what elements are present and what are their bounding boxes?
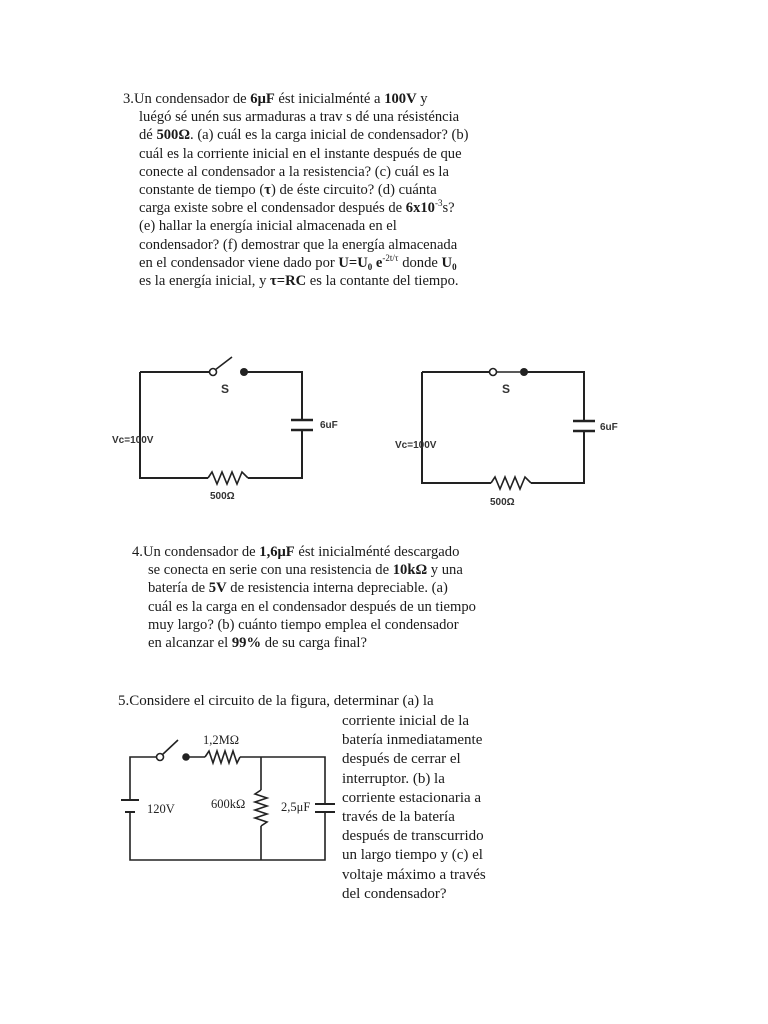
switch-5 [157,740,190,761]
problem-3-line-3: dé 500Ω. (a) cuál es la carga inicial de condensador? (b) [139,127,469,144]
problem-3-line-4: cuál es la corriente inicial en el instante después de que [139,145,462,162]
problem-5-side-text: corriente inicial de la batería inmediatamente después de cerrar el interruptor. (b) la corriente estacionaria a través de la batería después de transcurrido un largo tiempo y (c) el voltaje máximo a través del condensador? [342,713,486,902]
problem-4-line-6: en alcanzar el 99% de su carga final? [148,635,367,652]
problem-3-line-8: (e) hallar la energía inicial almacenada en el [139,218,397,235]
capacitor-label-right: 6uF [600,422,618,433]
resistor-label-right: 500Ω [490,497,515,508]
capacitor-5-label: 2,5μF [281,800,311,814]
capacitor-2-5uF [315,804,335,812]
source-label-left: Vc=100V [112,435,154,446]
capacitor-label-left: 6uF [320,420,338,431]
problem-3-line-9: condensador? (f) demostrar que la energía almacenada [139,236,458,253]
problem-4-line-1: 4.Un condensador de 1,6μF ést inicialménté descargado [132,544,460,560]
problem-3-line-1: 3.Un condensador de 6μF ést inicialménté a 100V y [123,91,428,107]
problem-4-line-3: batería de 5V de resistencia interna depreciable. (a) [148,580,448,597]
switch-label-left: S [221,382,230,396]
resistor-1-label: 1,2MΩ [203,733,240,747]
switch-label-right: S [502,382,511,396]
problem-3-line-6: constante de tiempo (τ) de éste circuito? (d) cuánta [139,182,437,199]
problem-3-line-7: carga existe sobre el condensador después de $6x10^{-3}s$? [139,198,455,217]
resistor-600k [255,790,267,826]
problem-4-line-5: muy largo? (b) cuánto tiempo emplea el condensador [148,616,459,633]
problem-3-line-2: luégó sé unén sus armaduras a trav s dé una résisténcia [139,109,460,126]
resistor-2-label: 600kΩ [211,797,246,811]
resistor-label-left: 500Ω [210,491,235,502]
battery-120v [121,800,139,812]
problem-3-line-10: en el condensador viene dado por $U=U_0$ $e^{-2t/\tau}$ donde $U_0$ [139,252,457,272]
problem-3-line-11: es la energía inicial, y τ=RC es la contante del tiempo. [139,273,459,290]
problem-5-first-line: 5.Considere el circuito de la figura, determinar (a) la [118,693,434,709]
battery-label: 120V [147,802,175,816]
source-label-right: Vc=100V [395,440,437,451]
problem-4-line-2: se conecta en serie con una resistencia de 10kΩ y una [148,562,463,579]
problem-3-line-5: conecte al condensador a la resistencia? (c) cuál es la [139,163,449,180]
problem-4-line-4: cuál es la carga en el condensador después de un tiempo [148,598,476,615]
resistor-1-2M [205,751,240,763]
